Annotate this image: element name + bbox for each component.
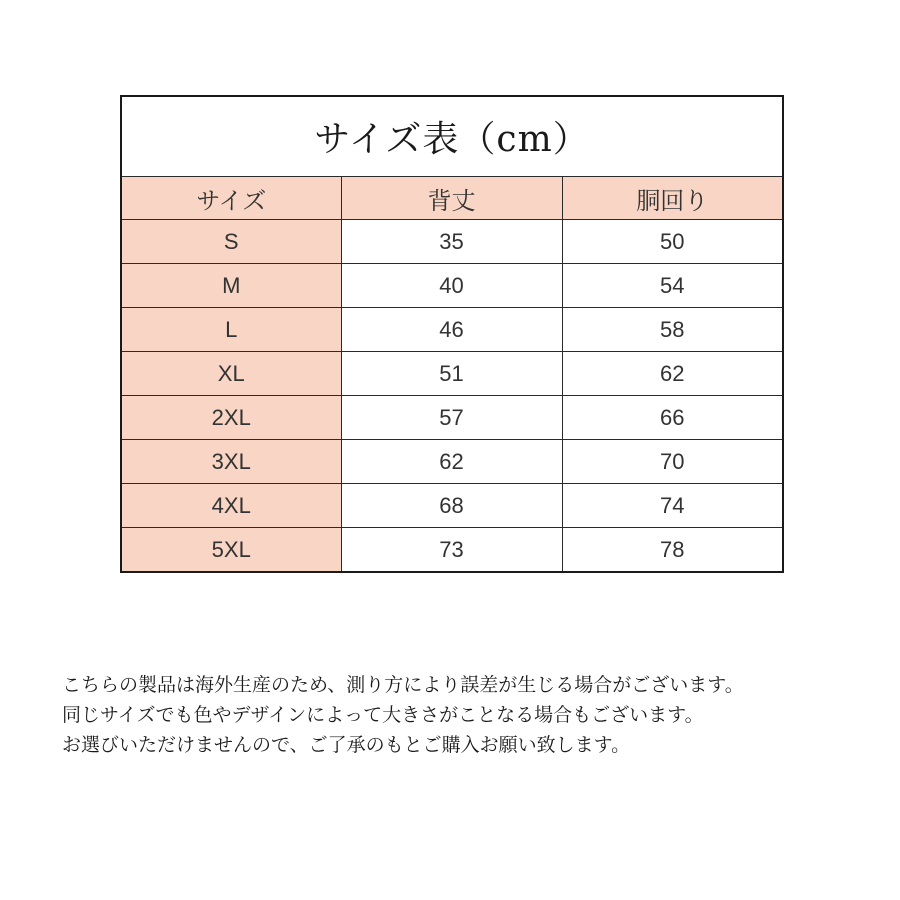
table-title-row <box>121 96 783 177</box>
waist-cell: 78 <box>562 528 783 573</box>
size-cell: XL <box>121 352 341 396</box>
table-row <box>121 528 783 573</box>
table-row <box>121 440 783 484</box>
table-row <box>121 220 783 264</box>
back-length-cell: 62 <box>341 440 562 484</box>
waist-cell: 74 <box>562 484 783 528</box>
back-length-cell: 46 <box>341 308 562 352</box>
table-header-row <box>121 177 783 220</box>
size-chart-table <box>120 95 784 573</box>
size-cell: S <box>121 220 341 264</box>
table-row <box>121 396 783 440</box>
header-waist: 胴回り <box>562 177 783 220</box>
back-length-cell: 40 <box>341 264 562 308</box>
size-cell: L <box>121 308 341 352</box>
note-line: こちらの製品は海外生産のため、測り方により誤差が生じる場合がございます。 <box>62 674 744 696</box>
back-length-cell: 73 <box>341 528 562 573</box>
waist-cell: 50 <box>562 220 783 264</box>
header-size: サイズ <box>121 177 341 220</box>
size-cell: M <box>121 264 341 308</box>
back-length-cell: 35 <box>341 220 562 264</box>
table-body <box>121 220 783 573</box>
note-line: お選びいただけませんので、ご了承のもとご購入お願い致します。 <box>62 734 631 756</box>
table-row <box>121 352 783 396</box>
waist-cell: 58 <box>562 308 783 352</box>
waist-cell: 62 <box>562 352 783 396</box>
back-length-cell: 57 <box>341 396 562 440</box>
size-cell: 5XL <box>121 528 341 573</box>
size-cell: 3XL <box>121 440 341 484</box>
header-back-length: 背丈 <box>341 177 562 220</box>
back-length-cell: 68 <box>341 484 562 528</box>
table-row <box>121 308 783 352</box>
table-title: サイズ表（cm） <box>121 96 783 177</box>
size-cell: 4XL <box>121 484 341 528</box>
note-line: 同じサイズでも色やデザインによって大きさがことなる場合もございます。 <box>62 704 704 726</box>
waist-cell: 66 <box>562 396 783 440</box>
waist-cell: 54 <box>562 264 783 308</box>
back-length-cell: 51 <box>341 352 562 396</box>
table-row <box>121 484 783 528</box>
size-cell: 2XL <box>121 396 341 440</box>
table-row <box>121 264 783 308</box>
product-notes <box>62 670 882 760</box>
waist-cell: 70 <box>562 440 783 484</box>
